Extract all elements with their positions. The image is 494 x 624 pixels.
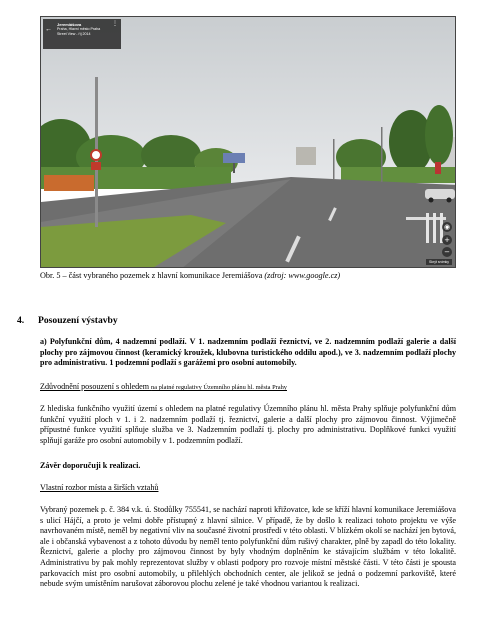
caption-source: (zdroj: www.google.cz): [264, 271, 341, 280]
own-analysis-heading: Vlastní rozbor místa a širších vztahů: [40, 483, 159, 492]
section-number: 4.: [17, 315, 25, 326]
justification-tail: na platné regulativy Územního plánu hl. města Prahy: [151, 384, 287, 391]
location-title: Jeremiášova: [57, 22, 82, 27]
justification-heading: [40, 382, 456, 394]
location-subtitle: Praha, Hlavní město Praha: [57, 27, 101, 31]
section-title: Posouzení výstavby: [38, 315, 118, 326]
hide-imagery-button[interactable]: Skrýt snímky: [426, 259, 452, 265]
caption-text: Obr. 5 – část vybraného pozemek z hlavní komunikace Jeremiášova: [40, 271, 265, 280]
street-scene-image: [41, 17, 456, 268]
capture-date: Street View - říj 2014: [57, 32, 91, 36]
street-view-photo: [40, 16, 456, 268]
justification-lead: Zdůvodnění posouzení s ohledem: [40, 382, 152, 391]
location-card[interactable]: [43, 19, 121, 49]
paragraph-site-description: Vybraný pozemek p. č. 384 v.k. ú. Stodůlky 755541, se nachází naproti křižovatce, kde se kříží hlavní komunikace Jeremiášova s ulicí Hájčí, a proto je velmi dobře přístupný z hlavní silnice. V případě, že by došlo k realizaci tohoto projektu ve výše navrhovaném místě, neměl by negativní vliv na současné životní prostředí v této oblasti. V blízkém okolí se nachází jen bytová, ale i občanská vybavenost a z tohoto důvodu by neměl tento polyfunkční dům rušivý charakter, plně by zapadl do této lokality. Řeznictví, galerie a plochy pro zájmovou činnost by byly vhodným doplněním ke stávajícím službám v této lokalitě. Administrativu by pak mohly reprezentovat služby v oblasti podpory pro rozvoje místní městské části. V této části je spousta parkovacích míst pro osobní automobily, u přilehlých obchodních center, ale jelikož se jedná o podzemní parkoviště, které nebude svým umístěním narušovat záborovou plochu zelené je také vhodnou variantou k realizaci.: [40, 505, 456, 589]
back-arrow-icon[interactable]: ←: [45, 26, 52, 33]
zoom-in-button[interactable]: +: [442, 235, 452, 245]
zoom-out-button[interactable]: −: [442, 247, 452, 257]
figure-caption: [40, 271, 340, 280]
section-heading: [17, 315, 118, 326]
paragraph-option-a: a) Polyfunkční dům, 4 nadzemní podlaží. V 1. nadzemním podlaží řeznictví, ve 2. nadzemním podlaží galerie a další plochy pro zájmovou činnost (keramický kroužek, klubovna turistického oddílu apod.), ve 3. nadzemním podlaží plochy pro administrativu. 1 podzemní podlaží s garážemi pro osobní automobily.: [40, 337, 456, 368]
more-options-icon[interactable]: ⋮: [112, 21, 118, 27]
conclusion: Závěr doporučuji k realizaci.: [40, 461, 141, 470]
paragraph-analysis: Z hlediska funkčního využití území s ohledem na platné regulativy Územního plánu hl. města Prahy splňuje polyfunkční dům funkční využití ploch v 1. i 2. nadzemním podlaží tj. řeznictví, galerie a další plochy pro zájmovou činnost. Výjimečně přípustné funkce využití splňuje služba ve 3. Nadzemním podlaží tj. plochy pro administrativu. Doplňkové funkci využití splňují garáže pro osobní automobily v 1. podzemním podlaží.: [40, 404, 456, 445]
compass-icon[interactable]: ◉: [443, 223, 451, 231]
